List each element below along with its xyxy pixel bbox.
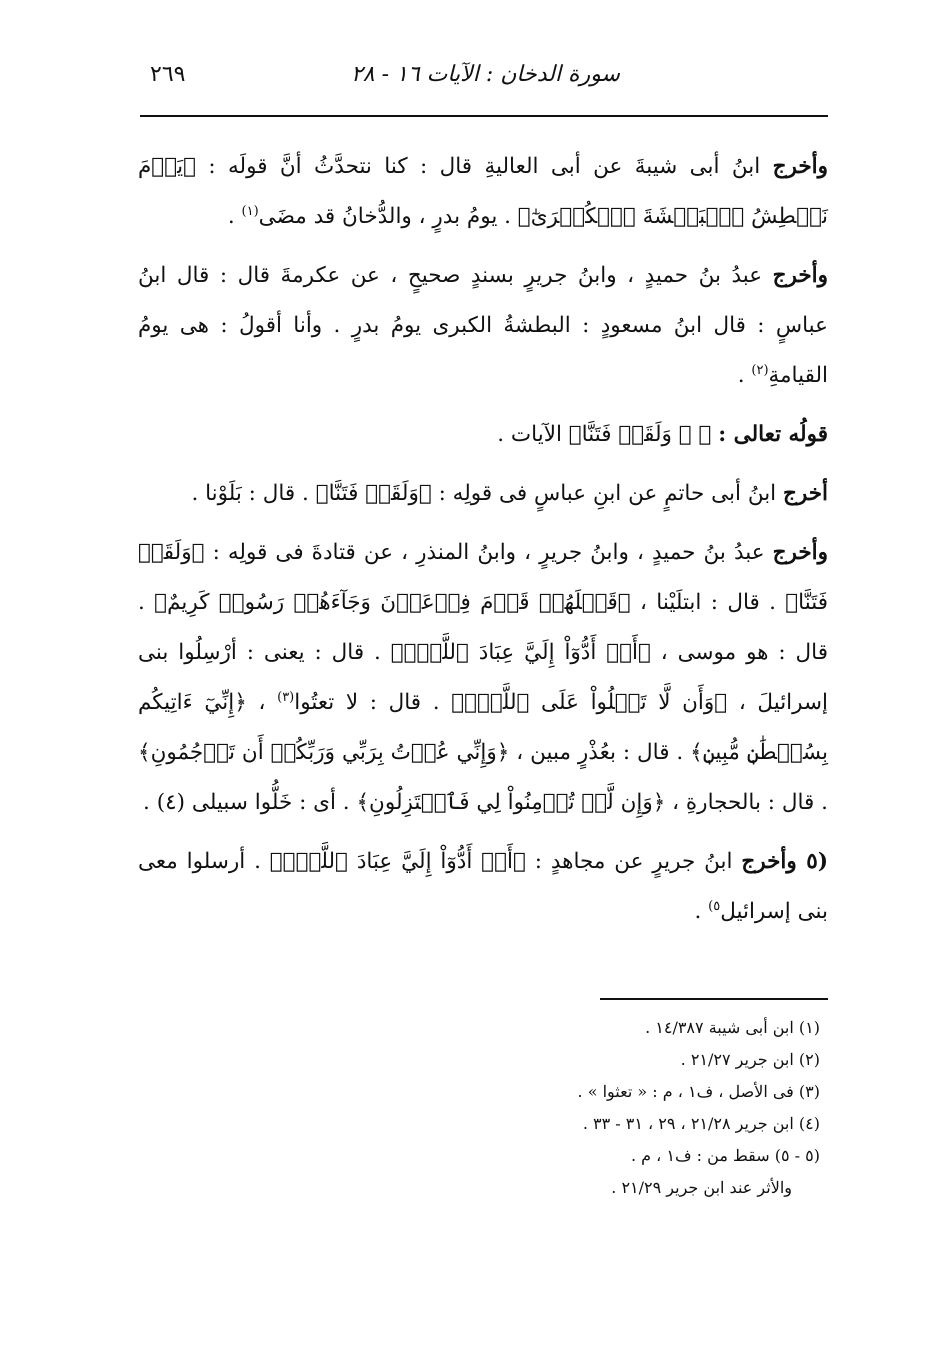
footnote-ref: (٣) — [277, 689, 295, 705]
footnote: (٣) فى الأصل ، ف١ ، م : « تعثوا » . — [577, 1082, 820, 1101]
paragraph-tail: . — [694, 899, 709, 924]
footnote-ref: (١) — [241, 203, 259, 219]
paragraph — [138, 410, 828, 460]
paragraph-tail: . — [227, 204, 242, 229]
paragraph — [138, 142, 828, 242]
paragraph-tail: . — [737, 363, 752, 388]
header-rule — [140, 115, 828, 117]
footnote-continuation: والأثر عند ابن جرير ٢١/٢٩ . — [611, 1178, 792, 1197]
paragraph-text: عبدُ بنُ حميدٍ ، وابنُ جريرٍ ، وابنُ المنذرِ ، عن قتادةَ فى قولِه : ﴿وَلَقَدۡ فَتَنَّا﴾ . قال : ابتلَيْنا ، ﴿قَبۡلَهُمۡ قَوۡمَ فِرۡعَوۡنَ وَجَآءَهُمۡ رَسُولٞ كَرِيمٌ﴾ . قال : هو موسى ، ﴿أَنۡ أَدُّوٓاْ إِلَيَّ عِبَادَ ٱللَّهِۖ﴾ . قال : يعنى : أرْسِلُوا بنى إسرائيلَ ، ﴿وَأَن لَّا تَعۡلُواْ عَلَى ٱللَّهِۖ﴾ . قال : لا تعتُوا — [138, 540, 828, 715]
paragraph-text: ابنُ أبى شيبةَ عن أبى العاليةِ قال : كنا نتحدَّثُ أنَّ قولَه : ﴿يَوۡمَ نَبۡطِشُ ٱلۡبَطۡشَةَ ٱلۡكُبۡرَىٰٓ﴾ . يومُ بدرٍ ، والدُّخانُ قد مضَى — [138, 154, 828, 229]
paragraph — [138, 837, 828, 937]
footnote-ref: ٥) — [708, 898, 721, 914]
paragraph — [138, 528, 828, 828]
paragraph-lead: (٥ وأخرج — [741, 849, 828, 874]
paragraph-lead: وأخرج — [772, 263, 828, 288]
paragraph-text: ابنُ أبى حاتمٍ عن ابنِ عباسٍ فى قولِه : ﴿وَلَقَدۡ فَتَنَّا﴾ . قال : بَلَوْنا . — [191, 481, 783, 506]
footnote: (٥ - ٥) سقط من : ف١ ، م . — [630, 1146, 820, 1165]
running-title: سورة الدخان : الآيات ١٦ - ٢٨ — [350, 62, 620, 87]
paragraph-text: عبدُ بنُ حميدٍ ، وابنُ جريرٍ بسندٍ صحيحٍ ، عن عكرمةَ قال : قال ابنُ عباسٍ : قال ابنُ مسعودٍ : البطشةُ الكبرى يومُ بدرٍ . وأنا أقولُ : هى يومُ القيامةِ — [138, 263, 828, 388]
paragraph — [138, 251, 828, 401]
footnotes — [300, 1012, 820, 1204]
footnote: (٤) ابن جرير ٢١/٢٨ ، ٢٩ ، ٣١ - ٣٣ . — [582, 1114, 820, 1133]
page-number: ٢٦٩ — [150, 62, 186, 87]
footnote: (١) ابن أبى شيبة ١٤/٣٨٧ . — [645, 1018, 820, 1037]
footnote: (٢) ابن جرير ٢١/٢٧ . — [680, 1050, 820, 1069]
paragraph-text: ﴿ ۞ وَلَقَدۡ فَتَنَّا﴾ الآيات . — [497, 422, 719, 447]
main-text — [138, 142, 828, 946]
paragraph-lead: قولُه تعالى : — [718, 422, 828, 447]
paragraph-tail: ، ﴿إِنِّيٓ ءَاتِيكُم بِسُلۡطَٰنٖ مُّبِينٖ﴾ . قال : بعُذْرٍ مبين ، ﴿وَإِنِّي عُذۡتُ بِرَبِّي وَرَبِّكُمۡ أَن تَرۡجُمُونِ﴾ . قال : بالحجارةِ ، ﴿وَإِن لَّمۡ تُؤۡمِنُواْ لِي فَٱعۡتَزِلُونِ﴾ . أى : خَلُّوا سبيلى (٤) . — [138, 690, 828, 815]
paragraph-lead: وأخرج — [772, 154, 828, 179]
paragraph — [138, 469, 828, 519]
paragraph-text: ابنُ جريرٍ عن مجاهدٍ : ﴿أَنۡ أَدُّوٓاْ إِلَيَّ عِبَادَ ٱللَّهِۖ﴾ . أرسلوا معى بنى إسرائيل — [138, 849, 828, 924]
paragraph-lead: أخرج — [782, 481, 828, 506]
paragraph-lead: وأخرج — [772, 540, 828, 565]
footnote-rule — [600, 998, 828, 1000]
page-header — [140, 56, 830, 96]
footnote-ref: (٢) — [751, 362, 769, 378]
